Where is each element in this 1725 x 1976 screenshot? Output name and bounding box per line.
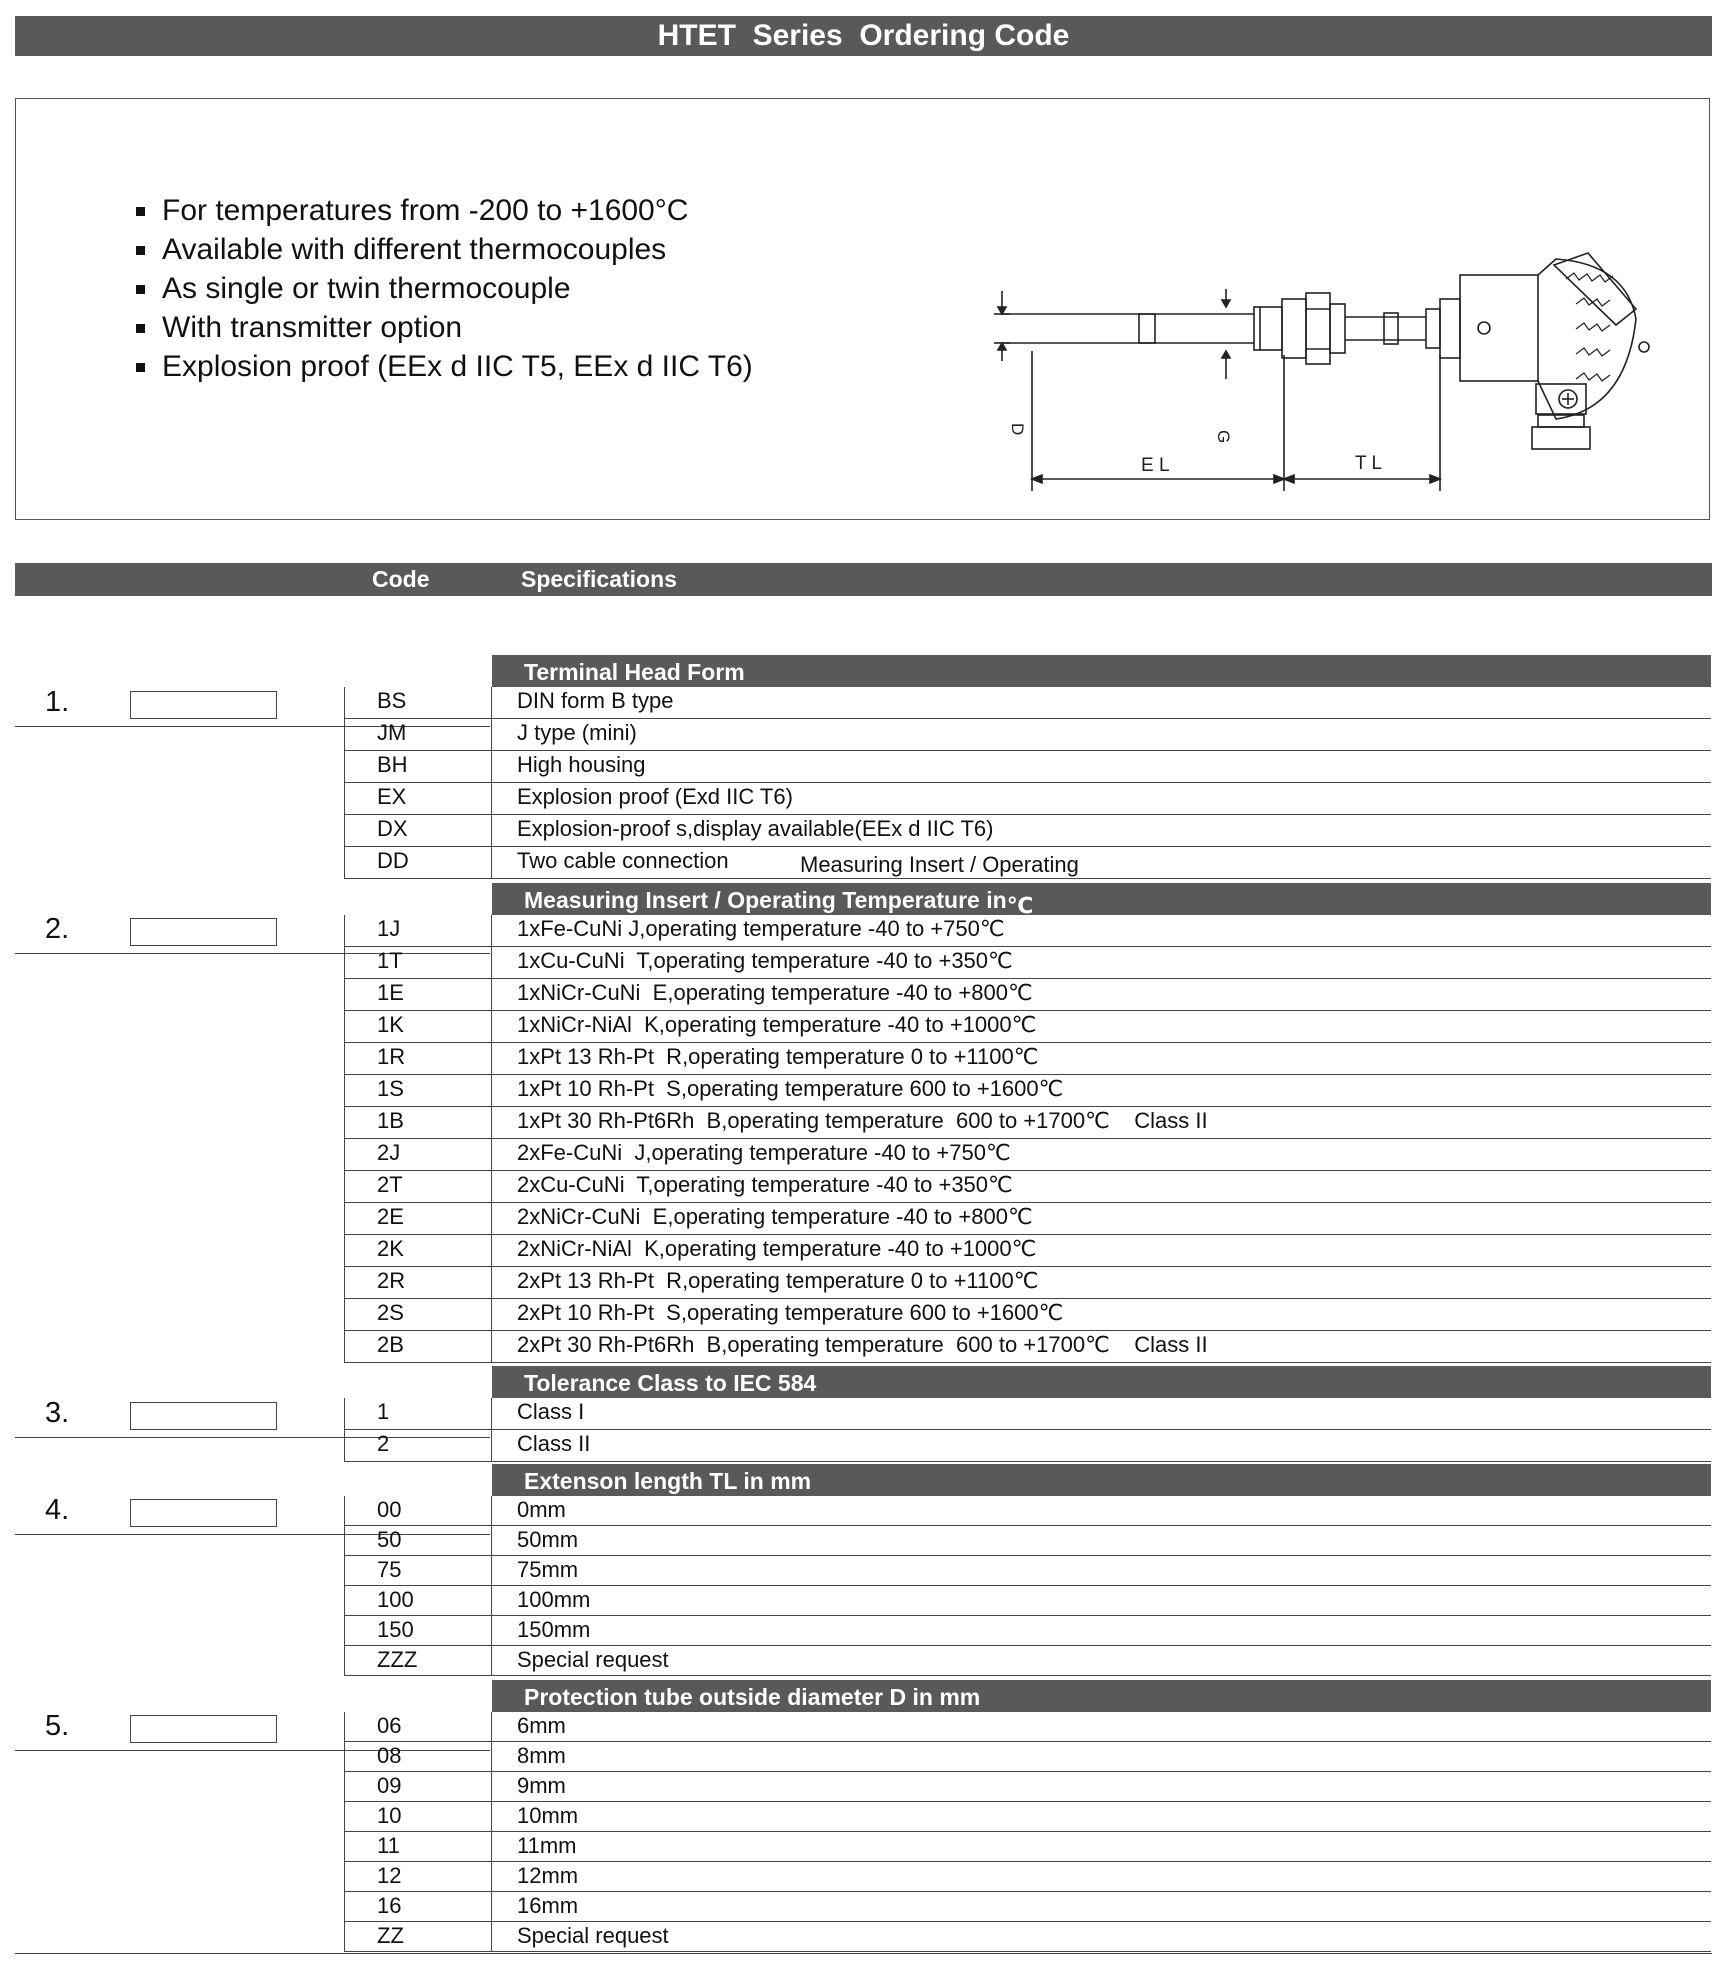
code-cell: EX xyxy=(344,783,492,815)
section-title: Measuring Insert / Operating Temperature in xyxy=(524,887,1007,913)
table-row xyxy=(344,1043,1711,1075)
code-cell: BS xyxy=(344,687,492,719)
specification-text: High housing xyxy=(517,752,646,777)
table-row xyxy=(344,1556,1711,1586)
table-row xyxy=(344,1235,1711,1267)
table-row xyxy=(344,1646,1711,1676)
table-row xyxy=(344,1712,1711,1742)
specification-cell xyxy=(492,1331,1711,1363)
code-cell: 1R xyxy=(344,1043,492,1075)
section-header xyxy=(492,1464,1711,1496)
step-number: 2. xyxy=(45,913,70,945)
code-cell: 2J xyxy=(344,1139,492,1171)
diagram-label-tl: T L xyxy=(1355,453,1383,474)
code-cell: 50 xyxy=(344,1526,492,1556)
code-cell: 11 xyxy=(344,1832,492,1862)
specification-cell xyxy=(492,1299,1711,1331)
table-row xyxy=(344,1331,1711,1363)
table-row xyxy=(344,687,1711,719)
table-row xyxy=(344,1802,1711,1832)
table-row xyxy=(344,1742,1711,1772)
table-row xyxy=(344,1107,1711,1139)
specification-text: Class II xyxy=(517,1431,591,1456)
specification-cell xyxy=(492,1526,1711,1556)
specification-cell xyxy=(492,1235,1711,1267)
table-row xyxy=(344,815,1711,847)
diagram-label-el: E L xyxy=(1141,455,1170,476)
specification-text: 9mm xyxy=(517,1773,566,1798)
code-cell: 2T xyxy=(344,1171,492,1203)
specification-text: 0mm xyxy=(517,1497,566,1522)
specification-text: Explosion-proof s,display available(EEx d IIC T6) xyxy=(517,816,994,841)
specification-text: 75mm xyxy=(517,1557,579,1582)
specification-cell xyxy=(492,1496,1711,1526)
specification-text: Special request xyxy=(517,1923,669,1948)
specification-cell xyxy=(492,1616,1711,1646)
specification-cell xyxy=(492,979,1711,1011)
table-row xyxy=(344,751,1711,783)
specification-text: 1xNiCr-NiAl K,operating temperature -40 to +1000℃ xyxy=(517,1012,1037,1037)
specification-text: 11mm xyxy=(517,1833,577,1858)
table-row xyxy=(344,979,1711,1011)
diagram-label-g: G xyxy=(1214,430,1233,444)
specification-cell xyxy=(492,1892,1711,1922)
specification-text: 6mm xyxy=(517,1713,566,1738)
section-header xyxy=(492,883,1711,918)
intro-panel xyxy=(15,98,1710,520)
section-title-unit: ℃ xyxy=(1006,893,1034,918)
code-cell: ZZZ xyxy=(344,1646,492,1676)
specification-cell xyxy=(492,915,1711,947)
code-cell: DX xyxy=(344,815,492,847)
code-entry-box[interactable] xyxy=(130,1499,277,1527)
specification-cell xyxy=(492,751,1711,783)
table-row xyxy=(344,1171,1711,1203)
code-cell: 2B xyxy=(344,1331,492,1363)
specification-cell xyxy=(492,1832,1711,1862)
table-row xyxy=(344,1526,1711,1556)
table-bottom-rule xyxy=(15,1953,1712,1954)
code-cell: 2E xyxy=(344,1203,492,1235)
specification-cell xyxy=(492,783,1711,815)
step-number: 5. xyxy=(45,1710,70,1742)
section-header xyxy=(492,655,1711,687)
specification-text: 1xPt 10 Rh-Pt S,operating temperature 600 to +1600℃ xyxy=(517,1076,1064,1101)
code-cell: 75 xyxy=(344,1556,492,1586)
code-column-header: Code xyxy=(372,566,430,592)
specification-text: 1xPt 13 Rh-Pt R,operating temperature 0 to +1100℃ xyxy=(517,1044,1039,1069)
code-cell: ZZ xyxy=(344,1922,492,1952)
code-cell: 1J xyxy=(344,915,492,947)
table-row xyxy=(344,1267,1711,1299)
specification-cell xyxy=(492,1043,1711,1075)
specification-cell xyxy=(492,1430,1711,1462)
specification-cell xyxy=(492,1267,1711,1299)
code-cell: 100 xyxy=(344,1586,492,1616)
section-title: Protection tube outside diameter D in mm xyxy=(524,1684,981,1710)
table-row xyxy=(344,915,1711,947)
code-cell: BH xyxy=(344,751,492,783)
code-cell: 1B xyxy=(344,1107,492,1139)
specification-text: 1xFe-CuNi J,operating temperature -40 to +750℃ xyxy=(517,916,1005,941)
code-cell: 1 xyxy=(344,1398,492,1430)
table-row xyxy=(344,1922,1711,1952)
code-cell: 09 xyxy=(344,1772,492,1802)
specification-cell xyxy=(492,1922,1711,1952)
code-cell: 1T xyxy=(344,947,492,979)
specification-text: 150mm xyxy=(517,1617,591,1642)
specification-text: Special request xyxy=(517,1647,669,1672)
code-cell: 1K xyxy=(344,1011,492,1043)
spec-table-header xyxy=(15,563,1712,596)
feature-item: With transmitter option xyxy=(136,308,753,347)
table-row xyxy=(344,783,1711,815)
feature-item: For temperatures from -200 to +1600°C xyxy=(136,191,753,230)
specification-cell xyxy=(492,815,1711,847)
table-row xyxy=(344,847,1711,879)
table-row xyxy=(344,1299,1711,1331)
specification-cell xyxy=(492,1203,1711,1235)
code-cell: 10 xyxy=(344,1802,492,1832)
feature-item: Available with different thermocouples xyxy=(136,230,753,269)
code-cell: 12 xyxy=(344,1862,492,1892)
section-title: Terminal Head Form xyxy=(524,659,745,685)
code-cell: DD xyxy=(344,847,492,879)
specification-text: DIN form B type xyxy=(517,688,674,713)
specification-text: 1xCu-CuNi T,operating temperature -40 to +350℃ xyxy=(517,948,1013,973)
specification-text: 2xNiCr-NiAl K,operating temperature -40 to +1000℃ xyxy=(517,1236,1037,1261)
specification-text: J type (mini) xyxy=(517,720,637,745)
specification-text: 2xPt 30 Rh-Pt6Rh B,operating temperature 600 to +1700℃ Class II xyxy=(517,1332,1208,1357)
step-number: 4. xyxy=(45,1494,70,1526)
specification-cell xyxy=(492,1398,1711,1430)
table-row xyxy=(344,1430,1711,1462)
specification-cell xyxy=(492,1556,1711,1586)
thermocouple-dimension-diagram xyxy=(976,179,1676,499)
specification-cell xyxy=(492,1075,1711,1107)
feature-item: As single or twin thermocouple xyxy=(136,269,753,308)
table-row xyxy=(344,1075,1711,1107)
code-cell: 150 xyxy=(344,1616,492,1646)
table-row xyxy=(344,1496,1711,1526)
specification-text: 10mm xyxy=(517,1803,579,1828)
specification-text: 2xNiCr-CuNi E,operating temperature -40 to +800℃ xyxy=(517,1204,1033,1229)
table-row xyxy=(344,947,1711,979)
code-cell: 1E xyxy=(344,979,492,1011)
code-cell: 1S xyxy=(344,1075,492,1107)
table-row xyxy=(344,719,1711,751)
specification-cell xyxy=(492,1171,1711,1203)
code-entry-box[interactable] xyxy=(130,918,277,946)
overflow-note: Measuring Insert / Operating xyxy=(800,852,1079,877)
specification-cell xyxy=(492,1772,1711,1802)
specification-cell xyxy=(492,1862,1711,1892)
code-cell: 2S xyxy=(344,1299,492,1331)
table-row xyxy=(344,1892,1711,1922)
specification-cell xyxy=(492,687,1711,719)
table-row xyxy=(344,1011,1711,1043)
step-number: 1. xyxy=(45,686,70,718)
specification-text: 16mm xyxy=(517,1893,579,1918)
code-cell: 2K xyxy=(344,1235,492,1267)
table-row xyxy=(344,1862,1711,1892)
specification-cell xyxy=(492,947,1711,979)
specification-text: 1xNiCr-CuNi E,operating temperature -40 to +800℃ xyxy=(517,980,1033,1005)
code-cell: 2 xyxy=(344,1430,492,1462)
specification-text: 12mm xyxy=(517,1863,579,1888)
table-row xyxy=(344,1398,1711,1430)
specification-cell xyxy=(492,1107,1711,1139)
table-row xyxy=(344,1203,1711,1235)
page-title: HTET Series Ordering Code xyxy=(15,16,1712,56)
section-header xyxy=(492,1680,1711,1712)
specifications-column-header: Specifications xyxy=(521,566,677,592)
table-row xyxy=(344,1772,1711,1802)
specification-text: 2xPt 13 Rh-Pt R,operating temperature 0 to +1100℃ xyxy=(517,1268,1039,1293)
code-entry-box[interactable] xyxy=(130,1715,277,1743)
specification-cell xyxy=(492,719,1711,751)
specification-text: 2xFe-CuNi J,operating temperature -40 to +750℃ xyxy=(517,1140,1011,1165)
table-row xyxy=(344,1616,1711,1646)
specification-text: 50mm xyxy=(517,1527,579,1552)
code-cell: 00 xyxy=(344,1496,492,1526)
specification-cell xyxy=(492,1139,1711,1171)
specification-cell xyxy=(492,1802,1711,1832)
specification-cell xyxy=(492,1712,1711,1742)
specification-cell xyxy=(492,1742,1711,1772)
specification-text: 1xPt 30 Rh-Pt6Rh B,operating temperature 600 to +1700℃ Class II xyxy=(517,1108,1208,1133)
feature-list xyxy=(136,191,753,386)
specification-text: Two cable connection xyxy=(517,848,729,873)
section-header xyxy=(492,1366,1711,1398)
step-number: 3. xyxy=(45,1397,70,1429)
specification-text: 8mm xyxy=(517,1743,566,1768)
code-cell: 08 xyxy=(344,1742,492,1772)
code-cell: 06 xyxy=(344,1712,492,1742)
table-row xyxy=(344,1139,1711,1171)
specification-cell xyxy=(492,1011,1711,1043)
code-entry-box[interactable] xyxy=(130,691,277,719)
specification-cell xyxy=(492,1586,1711,1616)
section-title: Tolerance Class to IEC 584 xyxy=(524,1370,817,1396)
code-cell: 2R xyxy=(344,1267,492,1299)
specification-cell xyxy=(492,1646,1711,1676)
code-cell: 16 xyxy=(344,1892,492,1922)
specification-text: Explosion proof (Exd IIC T6) xyxy=(517,784,793,809)
table-row xyxy=(344,1832,1711,1862)
specification-text: Class I xyxy=(517,1399,585,1424)
specification-cell xyxy=(492,847,1711,879)
table-row xyxy=(344,1586,1711,1616)
section-title: Extenson length TL in mm xyxy=(524,1468,812,1494)
specification-text: 2xCu-CuNi T,operating temperature -40 to +350℃ xyxy=(517,1172,1013,1197)
code-cell: JM xyxy=(344,719,492,751)
specification-text: 2xPt 10 Rh-Pt S,operating temperature 600 to +1600℃ xyxy=(517,1300,1064,1325)
feature-item: Explosion proof (EEx d IIC T5, EEx d IIC T6) xyxy=(136,347,753,386)
diagram-label-d: D xyxy=(1008,423,1027,436)
specification-text: 100mm xyxy=(517,1587,591,1612)
code-entry-box[interactable] xyxy=(130,1402,277,1430)
